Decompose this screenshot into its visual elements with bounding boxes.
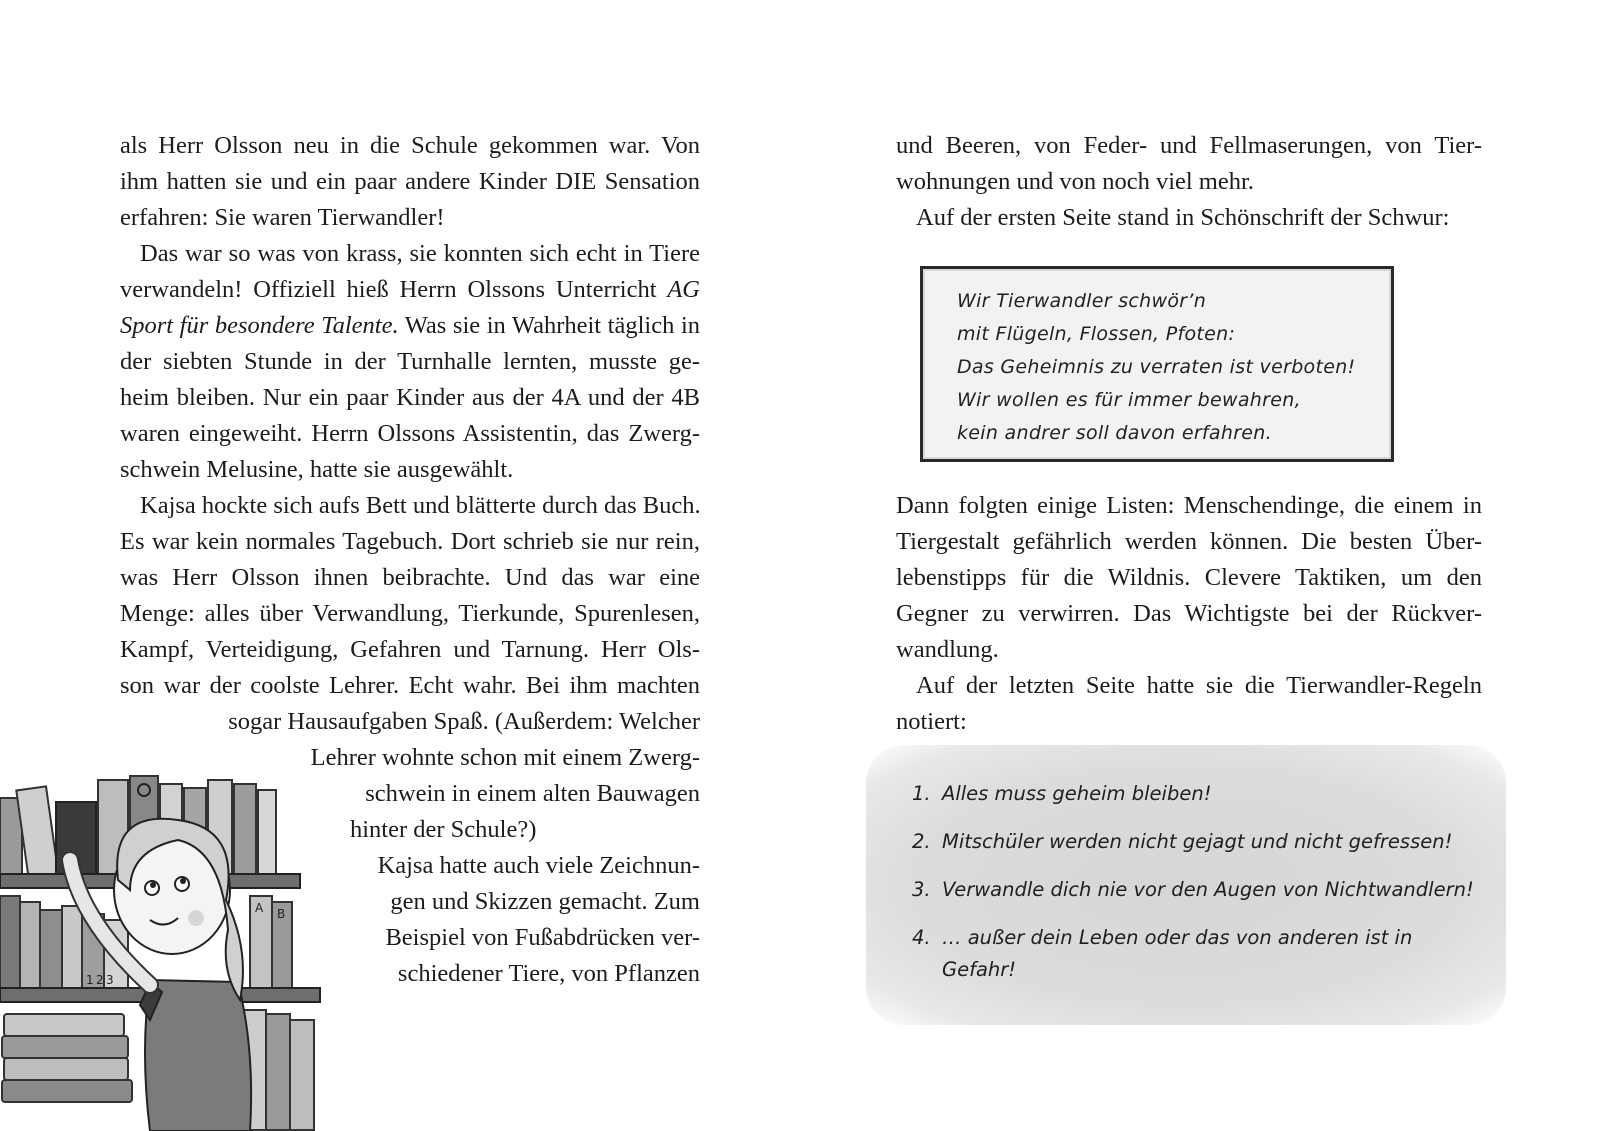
text-line: erfahren: Sie waren Tierwandler! [120,204,445,231]
text-line [120,308,700,344]
text-line: Dann folgten einige Listen: Menschendinge, die einem in [896,492,1482,519]
text-line: ihm hatten sie und ein paar andere Kinder DIE Sensation [120,168,700,195]
paragraph-1 [120,128,700,236]
text-line: wohnungen und von noch viel mehr. [896,168,1254,195]
text-segment: Was sie in Wahrheit täglich in [404,312,700,339]
oath-line: Wir Tierwandler schwör’n [957,290,1207,312]
text-line [120,272,700,308]
text-line: schwein Melusine, hatte sie ausgewählt. [120,456,514,483]
text-line: Kampf, Verteidigung, Gefahren und Tarnung. Herr Ols- [120,636,700,663]
right-page-continued [896,488,1482,740]
rule-number: 3. [912,878,931,901]
book-letter: 3 [106,973,114,987]
rules-list [912,778,1512,1002]
text-line: lebenstipps für die Wildnis. Clevere Taktiken, um den [896,564,1482,591]
text-line: heim bleiben. Nur ein paar Kinder aus der 4A und der 4B [120,384,700,411]
text-line: Das war so was von krass, sie konnten sich echt in Tiere [140,240,700,267]
text-line: notiert: [896,708,967,735]
text-line: Beispiel von Fußabdrücken ver- [385,924,700,951]
book-letter: B [277,907,286,921]
book-letter: A [255,901,264,915]
text-line: Auf der ersten Seite stand in Schönschrift der Schwur: [916,204,1450,231]
text-line: der siebten Stunde in der Turnhalle lernten, musste ge- [120,348,700,375]
text-line: gen und Skizzen gemacht. Zum [390,888,700,915]
rule-text: Mitschüler werden nicht gejagt und nicht gefressen! [942,830,1453,853]
rule-text: Verwandle dich nie vor den Augen von Nichtwandlern! [942,878,1474,901]
book-letter: 2 [96,973,104,987]
oath-line: Das Geheimnis zu verraten ist verboten! [957,356,1356,378]
paragraph-3 [896,488,1482,668]
text-line: schwein in einem alten Bauwagen [365,780,700,807]
italic-text: AG [667,276,700,303]
text-line: was Herr Olsson ihnen beibrachte. Und das war eine [120,564,700,591]
rule-number: 1. [912,782,931,805]
rule-text: … außer dein Leben oder das von anderen ist in Gefahr! [942,926,1413,981]
text-line: sogar Hausaufgaben Spaß. (Außerdem: Welcher [228,708,700,735]
text-line: Tiergestalt gefährlich werden können. Die besten Über- [896,528,1482,555]
paragraph-2 [120,236,700,488]
paragraph-4 [896,668,1482,740]
text-line: son war der coolste Lehrer. Echt wahr. Bei ihm machten [120,672,700,699]
rule-item [912,874,1512,906]
rule-number: 2. [912,830,931,853]
oath-line: Wir wollen es für immer bewahren, [957,389,1301,411]
text-line: hinter der Schule?) [350,816,537,843]
rule-text: Alles muss geheim bleiben! [942,782,1212,805]
text-line: Menge: alles über Verwandlung, Tierkunde, Spurenlesen, [120,600,700,627]
text-line: Kajsa hockte sich aufs Bett und blätterte durch das Buch. [140,492,701,519]
italic-text: Sport für besondere Talente. [120,312,399,339]
text-line: Lehrer wohnte schon mit einem Zwerg- [310,744,700,771]
text-line: wandlung. [896,636,999,663]
text-line: und Beeren, von Feder- und Fellmaserungen, von Tier- [896,132,1482,159]
text-line: waren eingeweiht. Herrn Olssons Assistentin, das Zwerg- [120,420,700,447]
oath-box [920,266,1394,462]
book-letter: 1 [86,973,94,987]
paragraph-2 [896,200,1482,236]
text-line: Kajsa hatte auch viele Zeichnun- [377,852,700,879]
girl-bookshelf-illustration [0,770,340,1131]
oath-line: kein andrer soll davon erfahren. [957,422,1272,444]
oath-line: mit Flügeln, Flossen, Pfoten: [957,323,1236,345]
rule-item [912,826,1512,858]
text-segment: verwandeln! Offiziell hieß Herrn Olssons Unterricht [120,276,657,303]
text-line: Es war kein normales Tagebuch. Dort schrieb sie nur rein, [120,528,700,555]
rule-item [912,778,1512,810]
text-line: als Herr Olsson neu in die Schule gekommen war. Von [120,132,700,159]
rule-item [912,922,1512,986]
text-line: schiedener Tiere, von Pflanzen [397,960,700,987]
text-line: Gegner zu verwirren. Das Wichtigste bei der Rückver- [896,600,1482,627]
rule-number: 4. [912,926,931,949]
paragraph-1 [896,128,1482,200]
text-line: Auf der letzten Seite hatte sie die Tierwandler-Regeln [916,672,1482,699]
right-page [896,128,1482,236]
